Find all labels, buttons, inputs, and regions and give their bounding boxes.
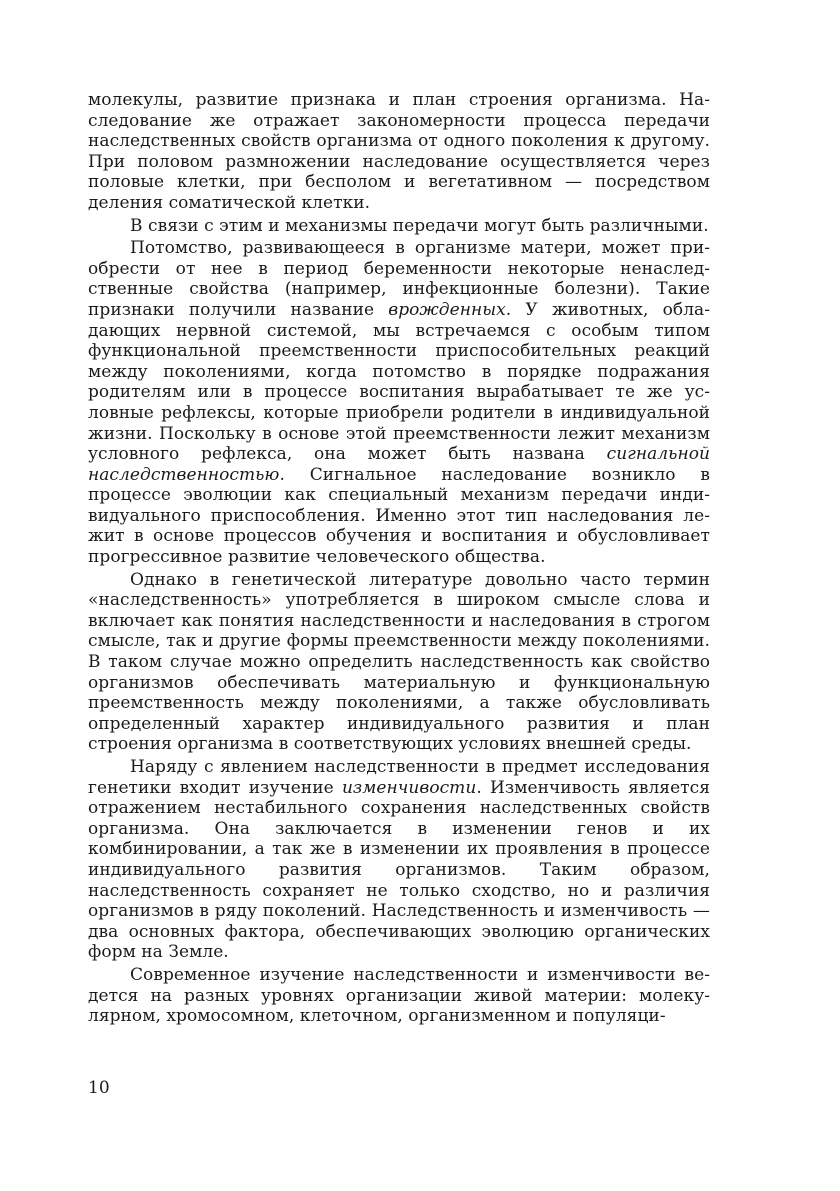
text-run: Наряду с явлением наследственности в предмет исследования генетики входит изучение: [88, 757, 710, 798]
text-run: Потомство, развивающееся в организме матери, может приобрести от нее в период беременности некоторые ненаследственные свойства (например, инфекционные болезни). Такие признаки получили название: [88, 238, 710, 320]
italic-term: сигнальной наследственностью: [88, 444, 710, 485]
italic-term: врожденных: [388, 299, 506, 320]
text-run: . Сигнальное наследование возникло в процессе эволюции как специальный механизм передачи индивидуального приспособления. Именно этот тип наследования лежит в основе процессов обучения и воспитания и обусловливает прогрессивное развитие человеческого общества.: [88, 464, 710, 568]
text-run: молекулы, развитие признака и план строения организма. Наследование же отражает закономерности процесса передачи наследственных свойств организма от одного поколения к другому. При половом размножении наследование осуществляется через половые клетки, при бесполом и вегетативном — посредством деления соматической клетки.: [88, 90, 710, 213]
paragraph: [88, 238, 710, 568]
italic-term: изменчивости: [341, 777, 477, 798]
text-run: . Изменчивость является отражением нестабильного сохранения наследственных свойств организма. Она заключается в изменении генов и их комбинировании, а так же в изменении их проявления в процессе индивидуального развития организмов. Таким образом, наследственность сохраняет не только сходство, но и различия организмов в ряду поколений. Наследственность и изменчивость — два основных фактора, обеспечивающих эволюцию органических форм на Земле.: [88, 777, 710, 963]
text-run: Современное изучение наследственности и изменчивости ведется на разных уровнях организации живой материи: молекулярном, хромосомном, клеточном, организменном и популяци-: [88, 964, 710, 1027]
page-number: 10: [88, 1078, 110, 1098]
paragraph: [88, 216, 710, 237]
paragraph: [88, 570, 710, 755]
text-run: В связи с этим и механизмы передачи могут быть различными.: [130, 215, 709, 236]
paragraph: [88, 90, 710, 214]
paragraph: [88, 757, 710, 963]
paragraph: [88, 965, 710, 1027]
text-run: . У животных, обладающих нервной системой, мы встречаемся с особым типом функциональной преемственности приспособительных реакций между поколениями, когда потомство в порядке подражания родителям или в процессе воспитания вырабатывает те же условные рефлексы, которые приобрели родители в индивидуальной жизни. Поскольку в основе этой преемственности лежит механизм условного рефлекса, она может быть названа: [88, 299, 710, 465]
page-body: [88, 90, 710, 1027]
text-run: Однако в генетической литературе довольно часто термин «наследственность» употребляется в широком смысле слова и включает как понятия наследственности и наследования в строгом смысле, так и другие формы преемственности между поколениями. В таком случае можно определить наследственность как свойство организмов обеспечивать материальную и функциональную преемственность между поколениями, а также обусловливать определенный характер индивидуального развития и план строения организма в соответствующих условиях внешней среды.: [88, 569, 710, 755]
